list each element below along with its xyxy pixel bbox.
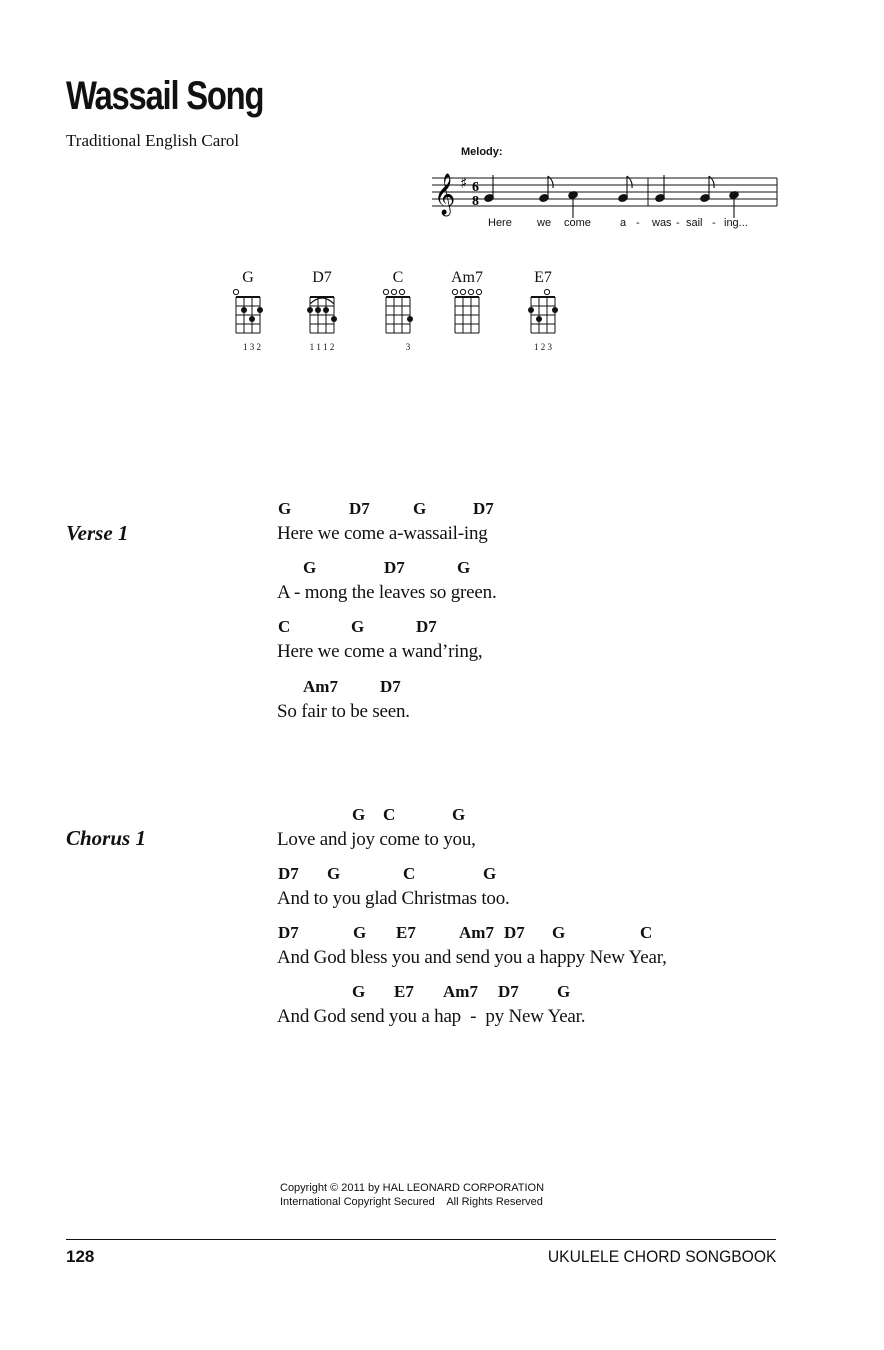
melody-staff	[432, 162, 782, 218]
chord-diagrams	[226, 288, 566, 340]
lyric-text: Here we come a-wassail-ing	[277, 523, 488, 544]
time-sig-bottom: 8	[472, 194, 479, 209]
chord-row	[277, 982, 585, 1006]
chord-symbol: C	[278, 617, 291, 636]
lyric-text: And God bless you and send you a happy New Year,	[277, 947, 667, 968]
lyric-line	[277, 982, 585, 1028]
chord-fingering: 1 2 3	[534, 342, 552, 352]
chord-symbol: D7	[416, 617, 437, 636]
melody-label: Melody:	[461, 146, 503, 158]
sharp-icon: ♯	[460, 174, 468, 192]
chord-diagram-am7	[452, 289, 481, 333]
chord-symbol: C	[640, 923, 653, 942]
chord-symbol: G	[278, 499, 292, 518]
lyric-text: A - mong the leaves so green.	[277, 582, 497, 603]
melody-syllable: a	[620, 217, 627, 229]
lyric-line	[277, 677, 410, 723]
chord-symbol: G	[352, 805, 366, 824]
footer-divider	[66, 1239, 776, 1240]
chord-symbol: Am7	[303, 677, 338, 696]
melody-syllable: -	[712, 217, 716, 229]
lyric-line	[277, 499, 494, 545]
chord-symbol: G	[457, 558, 471, 577]
chord-diagram-name: C	[392, 269, 404, 286]
melody-lyrics	[430, 217, 780, 233]
melody-syllable: -	[676, 217, 680, 229]
chord-symbol: G	[557, 982, 571, 1001]
chord-fingering: 1 1 1 2	[309, 342, 335, 352]
chord-symbol: E7	[394, 982, 414, 1001]
chord-symbol: D7	[384, 558, 405, 577]
chord-row	[277, 677, 410, 701]
copyright-line: Copyright © 2011 by HAL LEONARD CORPORATION	[280, 1182, 545, 1194]
melody-syllable: ing...	[724, 217, 748, 229]
chord-symbol: G	[483, 864, 497, 883]
chord-fingering: 1 3 2	[243, 342, 261, 352]
chord-symbol: G	[303, 558, 317, 577]
chord-diagram-name: D7	[312, 269, 332, 286]
chord-symbol: Am7	[443, 982, 478, 1001]
chord-row	[277, 805, 476, 829]
time-sig-top: 6	[472, 180, 479, 195]
copyright-notice	[280, 1181, 544, 1209]
chord-symbol: Am7	[459, 923, 494, 942]
chord-row	[277, 617, 483, 641]
chord-symbol: G	[552, 923, 566, 942]
chord-symbol: G	[351, 617, 365, 636]
chord-row	[277, 864, 510, 888]
section-label-verse: Verse 1	[66, 521, 129, 545]
lyric-text: So fair to be seen.	[277, 701, 410, 722]
melody-syllable: Here	[488, 217, 512, 229]
chord-symbol: G	[353, 923, 367, 942]
lyric-line	[277, 864, 510, 910]
chord-row	[277, 558, 497, 582]
chord-symbol: G	[352, 982, 366, 1001]
chord-symbol: G	[327, 864, 341, 883]
lyric-line	[277, 558, 497, 604]
chord-diagram-c	[383, 289, 413, 333]
melody-syllable: we	[537, 217, 552, 229]
melody-syllable: come	[564, 217, 591, 229]
copyright-line: International Copyright Secured All Rights Reserved	[280, 1196, 543, 1208]
lyric-text: And God send you a hap - py New Year.	[277, 1006, 586, 1027]
lyric-line	[277, 805, 476, 851]
treble-clef-icon: 𝄞	[434, 174, 456, 215]
book-title: UKULELE CHORD SONGBOOK	[547, 1247, 776, 1266]
lyric-text: Here we come a wand’ring,	[277, 641, 483, 662]
lyric-line	[277, 923, 667, 969]
chord-diagram-g	[233, 289, 263, 333]
chord-diagram-d7	[307, 297, 337, 333]
chord-symbol: D7	[504, 923, 525, 942]
song-subtitle: Traditional English Carol	[66, 131, 240, 150]
chord-symbol: D7	[380, 677, 401, 696]
chord-symbol: D7	[278, 923, 299, 942]
chord-symbol: D7	[349, 499, 370, 518]
lyric-text: And to you glad Christmas too.	[277, 888, 510, 909]
chord-symbol: C	[403, 864, 416, 883]
song-title: Wassail Song	[66, 74, 264, 118]
chord-symbol: G	[413, 499, 427, 518]
chord-diagram-name: Am7	[451, 269, 483, 286]
chord-symbol: G	[452, 805, 466, 824]
chord-diagram-e7	[528, 289, 558, 333]
chord-symbol: E7	[396, 923, 416, 942]
chord-diagram-name: E7	[534, 269, 552, 286]
chord-row	[277, 499, 494, 523]
lyric-text: Love and joy come to you,	[277, 829, 476, 850]
page-number: 128	[66, 1247, 95, 1266]
chord-diagram-name: G	[242, 269, 254, 286]
section-label-chorus: Chorus 1	[66, 826, 146, 850]
chord-fingering: 3	[405, 342, 411, 352]
melody-syllable: -	[636, 217, 640, 229]
chord-symbol: D7	[278, 864, 299, 883]
melody-syllable: sail	[686, 217, 703, 229]
melody-syllable: was	[652, 217, 672, 229]
chord-symbol: D7	[498, 982, 519, 1001]
chord-symbol: C	[383, 805, 396, 824]
chord-symbol: D7	[473, 499, 494, 518]
lyric-line	[277, 617, 483, 663]
chord-row	[277, 923, 667, 947]
